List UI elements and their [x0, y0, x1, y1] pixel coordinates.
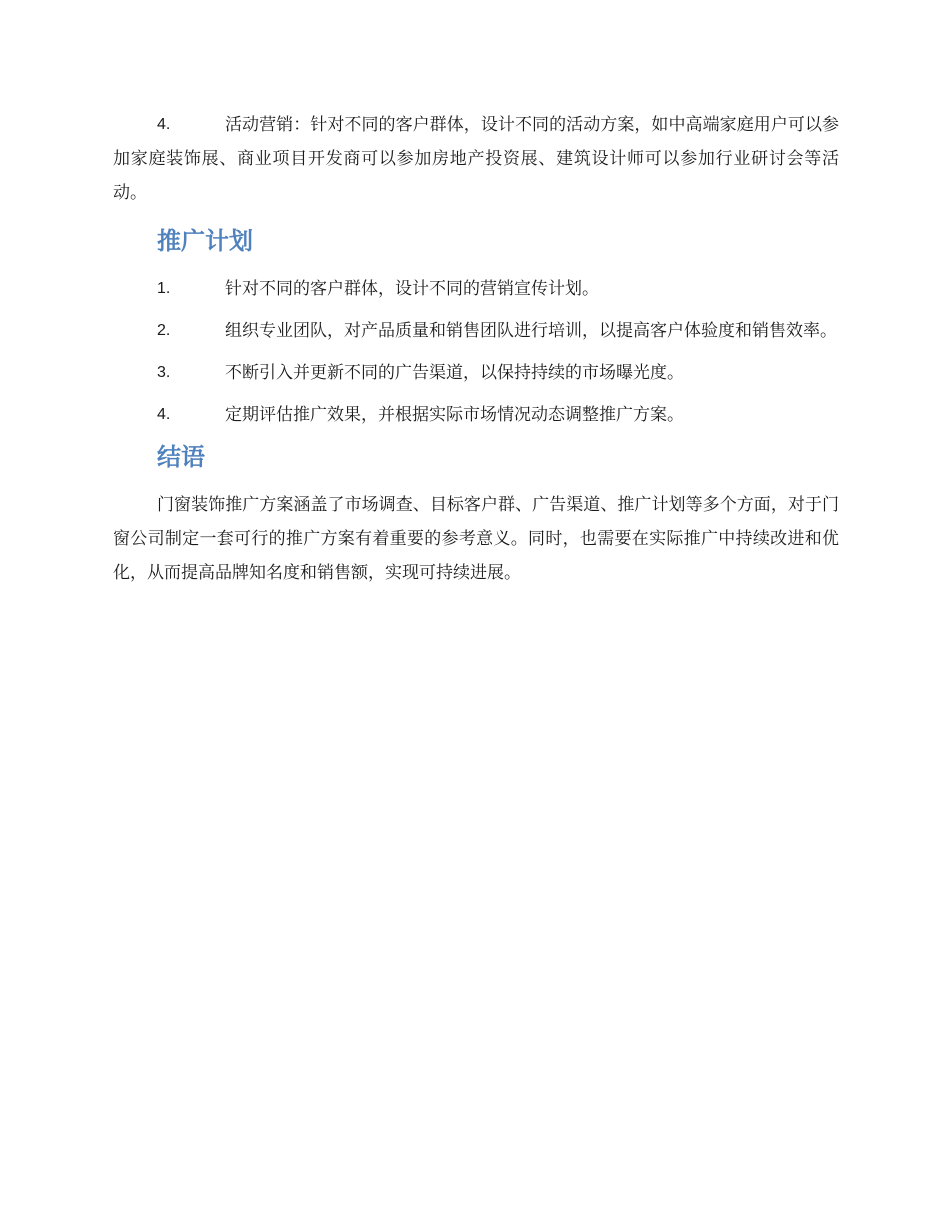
section-heading-promotion-plan: 推广计划 [157, 227, 253, 255]
list-item-number: 4. [157, 406, 171, 423]
list-item [113, 314, 839, 348]
list-item-text: 活动营销：针对不同的客户群体，设计不同的活动方案，如中高端家庭用户可以参加家庭装饰展、商业项目开发商可以参加房地产投资展、建筑设计师可以参加行业研讨会等活动。 [113, 115, 839, 203]
list-item-text: 针对不同的客户群体，设计不同的营销宣传计划。 [225, 279, 599, 299]
list-item-number: 2. [157, 322, 171, 339]
list-item-text: 定期评估推广效果，并根据实际市场情况动态调整推广方案。 [225, 405, 684, 425]
list-item [113, 398, 839, 432]
list-item-text: 组织专业团队，对产品质量和销售团队进行培训，以提高客户体验度和销售效率。 [225, 321, 837, 341]
conclusion-paragraph: 门窗装饰推广方案涵盖了市场调查、目标客户群、广告渠道、推广计划等多个方面，对于门窗公司制定一套可行的推广方案有着重要的参考意义。同时，也需要在实际推广中持续改进和优化，从而提高品牌知名度和销售额，实现可持续进展。 [113, 495, 839, 583]
section-heading-conclusion: 结语 [157, 443, 205, 471]
document-body [113, 108, 839, 590]
list-item-text: 不断引入并更新不同的广告渠道，以保持持续的市场曝光度。 [225, 363, 684, 383]
list-item-number: 1. [157, 280, 171, 297]
list-item-number: 4. [157, 116, 171, 133]
list-item [113, 272, 839, 306]
list-item [113, 356, 839, 390]
list-item [113, 108, 839, 210]
list-item-number: 3. [157, 364, 171, 381]
